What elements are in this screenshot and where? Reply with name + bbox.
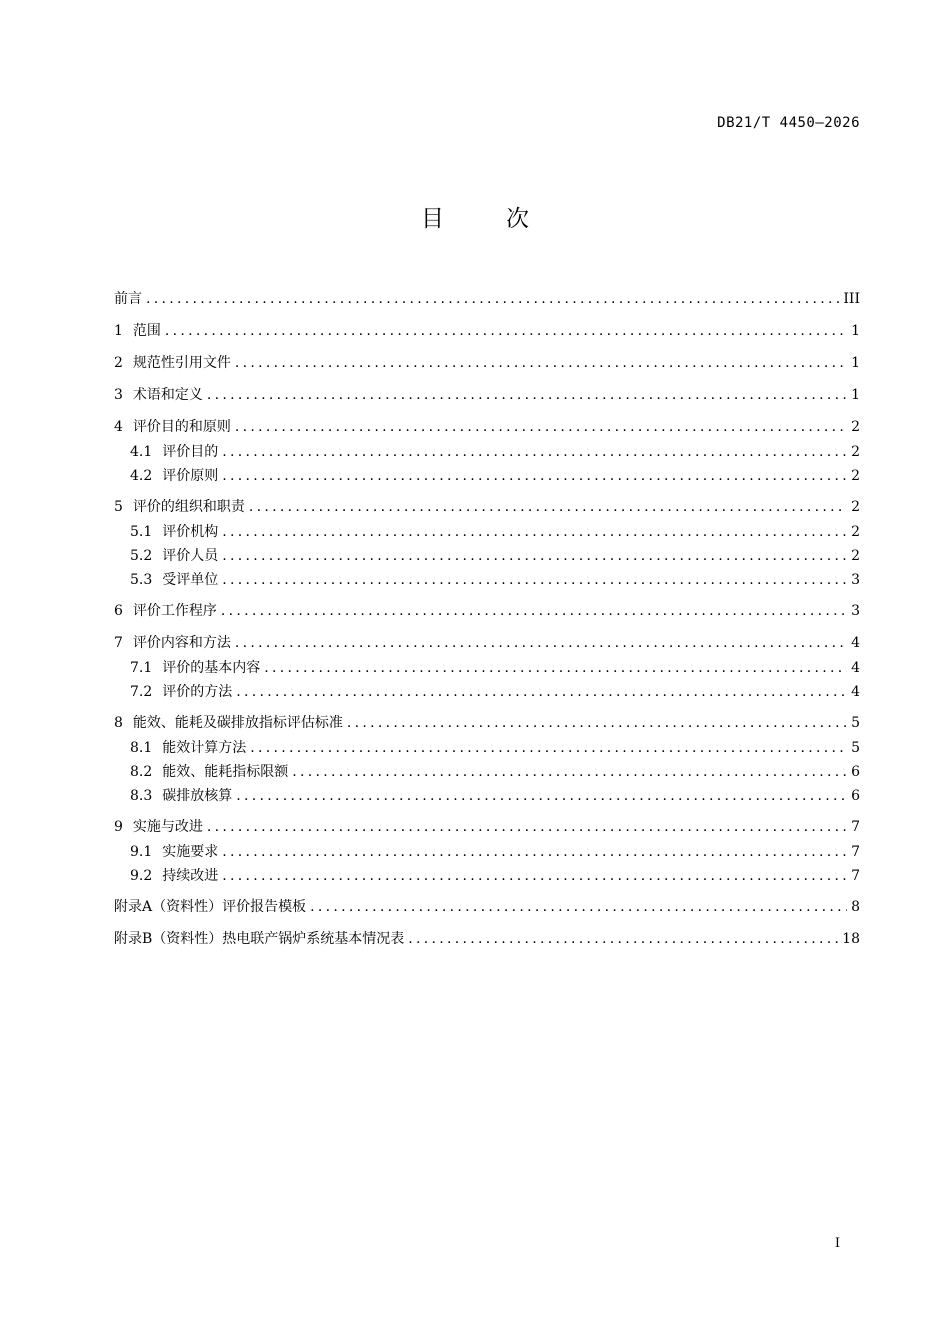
- toc-entry-title: 评价的基本内容: [162, 660, 261, 676]
- toc-entry-label: [114, 417, 231, 437]
- toc-entry-page: 2: [851, 419, 860, 435]
- toc-leader-dots: [235, 417, 847, 437]
- toc-entry-title: 碳排放核算: [162, 788, 233, 804]
- toc-entry-number: 8.3: [130, 788, 153, 804]
- toc-entry-label: [130, 842, 218, 862]
- toc-entry-title: 前言: [114, 291, 142, 307]
- toc-entry-number: 2: [114, 355, 123, 371]
- toc-entry-title: 范围: [132, 323, 161, 339]
- toc-entry-title: 评价原则: [162, 468, 219, 484]
- toc-entry-label: [130, 442, 218, 462]
- toc-entry-number: 4: [114, 419, 123, 435]
- toc-leader-dots: [165, 321, 847, 341]
- toc-entry-title: 实施与改进: [132, 819, 203, 835]
- page-title-part1: 目: [421, 206, 444, 232]
- toc-entry-title: 评价内容和方法: [132, 635, 231, 651]
- toc-entry-label: [130, 522, 218, 542]
- toc-entry-title: 评价的方法: [162, 684, 233, 700]
- toc-leader-dots: [236, 682, 847, 702]
- toc-entry-page: 2: [851, 468, 860, 484]
- toc-entry[interactable]: [130, 786, 860, 806]
- toc-entry-page: 3: [851, 603, 860, 619]
- toc-entry[interactable]: [114, 321, 860, 341]
- document-code: DB21/T 4450—2026: [717, 115, 860, 131]
- toc-entry-label: [114, 385, 203, 405]
- toc-entry[interactable]: [130, 570, 860, 590]
- toc-entry-title: 持续改进: [162, 868, 219, 884]
- toc-entry-page: 2: [851, 524, 860, 540]
- toc-entry-title: 术语和定义: [132, 387, 203, 403]
- page-title: [0, 200, 950, 233]
- toc-entry[interactable]: [130, 442, 860, 462]
- toc-entry-title: 评价目的和原则: [132, 419, 231, 435]
- toc-leader-dots: [236, 786, 847, 806]
- toc-entry[interactable]: [130, 546, 860, 566]
- toc-entry-page: III: [843, 291, 860, 307]
- toc-entry-label: [114, 897, 306, 917]
- toc-entry-number: 1: [114, 323, 123, 339]
- toc-entry-number: 3: [114, 387, 123, 403]
- toc-entry-label: [114, 321, 161, 341]
- toc-leader-dots: [222, 570, 847, 590]
- toc-leader-dots: [207, 817, 847, 837]
- toc-entry-page: 4: [851, 660, 860, 676]
- toc-entry-page: 7: [851, 819, 860, 835]
- toc-entry[interactable]: [114, 497, 860, 517]
- toc-entry-title: 评价机构: [162, 524, 219, 540]
- toc-entry-label: [130, 546, 218, 566]
- toc-leader-dots: [222, 546, 847, 566]
- toc-leader-dots: [221, 601, 847, 621]
- toc-entry-number: 9.1: [130, 844, 153, 860]
- toc-entry-label: [130, 738, 246, 758]
- toc-entry-page: 4: [851, 684, 860, 700]
- toc-leader-dots: [250, 738, 847, 758]
- toc-entry-page: 1: [851, 323, 860, 339]
- toc-entry-title: 评价目的: [162, 444, 219, 460]
- toc-entry-number: 8.2: [130, 764, 153, 780]
- toc-entry-label: [114, 601, 217, 621]
- toc-entry-label: [130, 866, 218, 886]
- toc-entry[interactable]: [114, 289, 860, 309]
- toc-entry-page: 18: [842, 931, 860, 947]
- toc-entry[interactable]: [130, 466, 860, 486]
- toc-leader-dots: [249, 497, 847, 517]
- toc-leader-dots: [222, 442, 847, 462]
- toc-entry-label: [130, 658, 260, 678]
- toc-leader-dots: [222, 842, 847, 862]
- toc-entry-page: 1: [851, 387, 860, 403]
- toc-entry-label: [114, 289, 142, 309]
- page-number: I: [834, 1236, 840, 1251]
- toc-entry-title: 能效、能耗及碳排放指标评估标准: [132, 715, 343, 731]
- toc-entry-label: [130, 786, 232, 806]
- toc-entry-page: 2: [851, 548, 860, 564]
- toc-entry-page: 6: [851, 788, 860, 804]
- toc-entry-number: 9: [114, 819, 123, 835]
- toc-entry-number: 8.1: [130, 740, 153, 756]
- toc-entry-page: 7: [851, 844, 860, 860]
- toc-entry-page: 2: [851, 444, 860, 460]
- toc-leader-dots: [222, 466, 847, 486]
- toc-entry-number: 7.2: [130, 684, 153, 700]
- toc-entry-title: 规范性引用文件: [132, 355, 231, 371]
- toc-entry[interactable]: [130, 842, 860, 862]
- toc-entry-page: 4: [851, 635, 860, 651]
- toc-entry-page: 6: [851, 764, 860, 780]
- toc-leader-dots: [146, 289, 839, 309]
- toc-entry-title: 能效计算方法: [162, 740, 247, 756]
- toc-entry-label: [130, 682, 232, 702]
- toc-entry-label: [114, 713, 343, 733]
- toc-entry[interactable]: [114, 633, 860, 653]
- toc-entry-page: 5: [851, 715, 860, 731]
- toc-entry-title: 评价的组织和职责: [132, 499, 245, 515]
- toc-leader-dots: [235, 353, 847, 373]
- toc-entry-label: [114, 633, 231, 653]
- toc-entry-title: 附录B（资料性）热电联产锅炉系统基本情况表: [114, 931, 405, 947]
- toc-entry-label: [130, 762, 288, 782]
- toc-entry-number: 5: [114, 499, 123, 515]
- toc-leader-dots: [292, 762, 847, 782]
- toc-entry[interactable]: [114, 601, 860, 621]
- toc-entry-number: 7: [114, 635, 123, 651]
- toc-entry-title: 评价人员: [162, 548, 219, 564]
- toc-entry-title: 评价工作程序: [132, 603, 217, 619]
- toc-entry-title: 受评单位: [162, 572, 219, 588]
- toc-entry[interactable]: [130, 522, 860, 542]
- toc-entry-page: 1: [851, 355, 860, 371]
- toc-entry-number: 4.1: [130, 444, 153, 460]
- toc-entry[interactable]: [114, 817, 860, 837]
- toc-entry-page: 2: [851, 499, 860, 515]
- toc-entry-label: [114, 497, 245, 517]
- toc-leader-dots: [222, 866, 847, 886]
- toc-entry-title: 能效、能耗指标限额: [162, 764, 289, 780]
- toc-leader-dots: [347, 713, 847, 733]
- toc-entry-number: 5.2: [130, 548, 153, 564]
- toc-entry-number: 8: [114, 715, 123, 731]
- toc-entry-title: 附录A（资料性）评价报告模板: [114, 899, 307, 915]
- toc-leader-dots: [310, 897, 847, 917]
- toc-entry-number: 9.2: [130, 868, 153, 884]
- toc-entry-number: 4.2: [130, 468, 153, 484]
- toc-entry-label: [130, 466, 218, 486]
- toc-entry[interactable]: [114, 385, 860, 405]
- page-title-part2: 次: [506, 206, 529, 232]
- toc-entry-page: 5: [851, 740, 860, 756]
- toc-entry[interactable]: [130, 866, 860, 886]
- toc-leader-dots: [207, 385, 847, 405]
- toc-entry-page: 8: [851, 899, 860, 915]
- toc-entry[interactable]: [114, 897, 860, 917]
- toc-entry[interactable]: [114, 929, 860, 949]
- toc-entry[interactable]: [130, 738, 860, 758]
- toc-entry-label: [130, 570, 218, 590]
- toc-entry-label: [114, 817, 203, 837]
- toc-entry[interactable]: [130, 682, 860, 702]
- toc-entry-number: 5.1: [130, 524, 153, 540]
- toc-entry-label: [114, 929, 404, 949]
- toc-entry-number: 7.1: [130, 660, 153, 676]
- toc-entry-page: 7: [851, 868, 860, 884]
- toc-entry-page: 3: [851, 572, 860, 588]
- toc-entry[interactable]: [114, 417, 860, 437]
- toc-entry[interactable]: [114, 713, 860, 733]
- toc-entry-number: 5.3: [130, 572, 153, 588]
- toc-entry-label: [114, 353, 231, 373]
- toc-leader-dots: [222, 522, 847, 542]
- toc-entry-title: 实施要求: [162, 844, 219, 860]
- toc-leader-dots: [264, 658, 847, 678]
- toc-entry[interactable]: [114, 353, 860, 373]
- toc-entry[interactable]: [130, 762, 860, 782]
- toc-entry-number: 6: [114, 603, 123, 619]
- toc-leader-dots: [408, 929, 838, 949]
- toc-leader-dots: [235, 633, 847, 653]
- toc-entry[interactable]: [130, 658, 860, 678]
